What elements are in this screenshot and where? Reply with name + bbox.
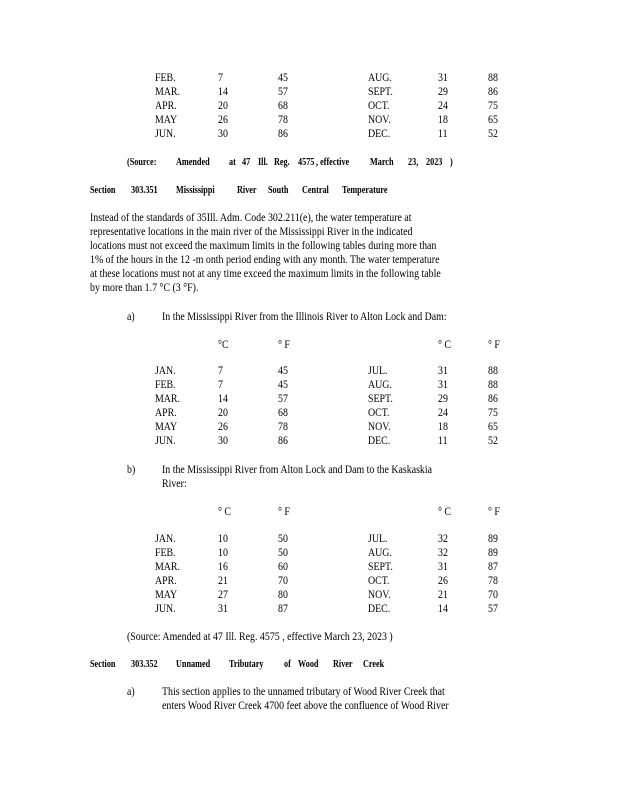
fahrenheit-cell: 86 — [278, 435, 288, 447]
celsius-cell: 20 — [218, 407, 228, 419]
month-cell: JAN. — [155, 533, 176, 545]
fahrenheit-cell: 87 — [278, 603, 288, 615]
section-title-word: Tributary — [229, 659, 264, 670]
fahrenheit-cell: 87 — [488, 561, 498, 573]
section-title-word: Temperature — [342, 185, 388, 196]
fahrenheit-cell: 65 — [488, 114, 498, 126]
fahrenheit-cell: 89 — [488, 547, 498, 559]
source-word: March — [370, 157, 394, 168]
source-word: at — [229, 157, 236, 168]
celsius-cell: 11 — [438, 128, 448, 140]
fahrenheit-cell: 52 — [488, 128, 498, 140]
month-cell: FEB. — [155, 72, 176, 84]
fahrenheit-cell: 52 — [488, 435, 498, 447]
item-text: In the Mississippi River from Alton Lock and Dam to the Kaskaskia — [162, 464, 433, 476]
celsius-cell: 20 — [218, 100, 228, 112]
fahrenheit-cell: 88 — [488, 72, 498, 84]
fahrenheit-cell: 86 — [488, 393, 498, 405]
month-cell: AUG. — [368, 72, 392, 84]
celsius-header: ° C — [438, 339, 452, 351]
month-cell: NOV. — [368, 589, 391, 601]
table-row — [0, 380, 618, 393]
celsius-cell: 14 — [438, 603, 448, 615]
fahrenheit-cell: 68 — [278, 100, 288, 112]
celsius-cell: 26 — [218, 421, 228, 433]
fahrenheit-cell: 45 — [278, 379, 288, 391]
fahrenheit-cell: 57 — [278, 393, 288, 405]
item-text: In the Mississippi River from the Illinois River to Alton Lock and Dam: — [162, 311, 447, 323]
section-title-word: River — [333, 659, 353, 670]
source-word: , effective — [316, 157, 350, 168]
source-word: Reg. — [274, 157, 290, 168]
table-row — [0, 73, 618, 86]
paragraph-line: locations must not exceed the maximum limits in the following tables during more than — [90, 240, 437, 252]
paragraph-line: 1% of the hours in the 12 -m onth period ending with any month. The water temperature — [90, 254, 440, 266]
celsius-cell: 16 — [218, 561, 228, 573]
table-row — [0, 534, 618, 547]
celsius-cell: 30 — [218, 128, 228, 140]
fahrenheit-header: ° F — [488, 506, 500, 518]
celsius-cell: 7 — [218, 379, 223, 391]
celsius-cell: 26 — [438, 575, 448, 587]
celsius-cell: 31 — [218, 603, 228, 615]
month-cell: APR. — [155, 100, 177, 112]
source-word: ) — [450, 157, 453, 168]
fahrenheit-cell: 78 — [278, 114, 288, 126]
month-cell: NOV. — [368, 421, 391, 433]
celsius-cell: 10 — [218, 533, 228, 545]
month-cell: JUN. — [155, 435, 176, 447]
celsius-header: °C — [218, 339, 229, 351]
fahrenheit-cell: 57 — [278, 86, 288, 98]
month-cell: APR. — [155, 575, 177, 587]
fahrenheit-cell: 50 — [278, 533, 288, 545]
table-row — [0, 422, 618, 435]
section-title-word: of — [284, 659, 291, 670]
fahrenheit-cell: 70 — [488, 589, 498, 601]
fahrenheit-cell: 78 — [278, 421, 288, 433]
month-cell: NOV. — [368, 114, 391, 126]
celsius-cell: 26 — [218, 114, 228, 126]
fahrenheit-cell: 86 — [488, 86, 498, 98]
month-cell: DEC. — [368, 435, 391, 447]
table-row — [0, 366, 618, 379]
source-word: 2023 — [426, 157, 443, 168]
table-row — [0, 604, 618, 617]
table-header-row — [0, 507, 618, 520]
paragraph-line: representative locations in the main river of the Mississippi River in the indicated — [90, 226, 413, 238]
fahrenheit-cell: 75 — [488, 407, 498, 419]
source-word: 47 — [242, 157, 251, 168]
source-note: (Source: Amended at 47 Ill. Reg. 4575 , effective March 23, 2023 ) — [127, 631, 393, 643]
month-cell: APR. — [155, 407, 177, 419]
item-marker: a) — [127, 686, 135, 698]
table-row — [0, 129, 618, 142]
paragraph-line: Instead of the standards of 35Ill. Adm. Code 302.211(e), the water temperature at — [90, 212, 412, 224]
section-title-word: River — [237, 185, 257, 196]
fahrenheit-cell: 68 — [278, 407, 288, 419]
item-text: This section applies to the unnamed tributary of Wood River Creek that — [162, 686, 445, 698]
month-cell: MAR. — [155, 86, 181, 98]
section-label: Section — [90, 185, 116, 196]
month-cell: FEB. — [155, 379, 176, 391]
table-row — [0, 115, 618, 128]
month-cell: MAY — [155, 114, 178, 126]
month-cell: SEPT. — [368, 561, 393, 573]
source-word: 4575 — [298, 157, 315, 168]
item-marker: b) — [127, 464, 136, 476]
section-title-word: South — [268, 185, 289, 196]
source-word: Amended — [176, 157, 210, 168]
table-row — [0, 562, 618, 575]
celsius-cell: 10 — [218, 547, 228, 559]
section-title-word: Unnamed — [176, 659, 211, 670]
celsius-cell: 32 — [438, 547, 448, 559]
celsius-cell: 21 — [218, 575, 228, 587]
month-cell: OCT. — [368, 100, 390, 112]
month-cell: JUN. — [155, 128, 176, 140]
section-number: 303.352 — [131, 659, 158, 670]
month-cell: MAY — [155, 421, 178, 433]
source-word: 23, — [408, 157, 419, 168]
fahrenheit-cell: 50 — [278, 547, 288, 559]
section-label: Section — [90, 659, 116, 670]
table-row — [0, 548, 618, 561]
fahrenheit-cell: 86 — [278, 128, 288, 140]
month-cell: SEPT. — [368, 86, 393, 98]
item-text: River: — [162, 478, 187, 490]
celsius-cell: 32 — [438, 533, 448, 545]
month-cell: DEC. — [368, 128, 391, 140]
month-cell: DEC. — [368, 603, 391, 615]
celsius-cell: 11 — [438, 435, 448, 447]
month-cell: JUL. — [368, 533, 388, 545]
fahrenheit-cell: 78 — [488, 575, 498, 587]
month-cell: AUG. — [368, 547, 392, 559]
month-cell: SEPT. — [368, 393, 393, 405]
source-label: (Source: — [127, 157, 157, 168]
fahrenheit-header: ° F — [278, 506, 290, 518]
section-title-word: Creek — [363, 659, 385, 670]
celsius-cell: 31 — [438, 72, 448, 84]
table-header-row — [0, 340, 618, 353]
paragraph-line: by more than 1.7 °C (3 °F). — [90, 282, 199, 294]
fahrenheit-cell: 80 — [278, 589, 288, 601]
celsius-cell: 30 — [218, 435, 228, 447]
celsius-cell: 31 — [438, 379, 448, 391]
item-marker: a) — [127, 311, 135, 323]
celsius-cell: 7 — [218, 365, 223, 377]
celsius-cell: 14 — [218, 393, 228, 405]
celsius-cell: 7 — [218, 72, 223, 84]
fahrenheit-cell: 45 — [278, 365, 288, 377]
fahrenheit-header: ° F — [488, 339, 500, 351]
item-text: enters Wood River Creek 4700 feet above the confluence of Wood River — [162, 700, 449, 712]
fahrenheit-cell: 70 — [278, 575, 288, 587]
celsius-header: ° C — [218, 506, 232, 518]
source-word: Ill. — [258, 157, 268, 168]
celsius-cell: 31 — [438, 365, 448, 377]
celsius-header: ° C — [438, 506, 452, 518]
fahrenheit-cell: 88 — [488, 365, 498, 377]
celsius-cell: 29 — [438, 86, 448, 98]
celsius-cell: 27 — [218, 589, 228, 601]
section-title-word: Central — [302, 185, 329, 196]
section-title-word: Wood — [298, 659, 319, 670]
month-cell: MAR. — [155, 561, 181, 573]
paragraph-line: at these locations must not at any time exceed the maximum limits in the following table — [90, 268, 441, 280]
celsius-cell: 29 — [438, 393, 448, 405]
celsius-cell: 31 — [438, 561, 448, 573]
fahrenheit-cell: 45 — [278, 72, 288, 84]
month-cell: JAN. — [155, 365, 176, 377]
celsius-cell: 21 — [438, 589, 448, 601]
fahrenheit-header: ° F — [278, 339, 290, 351]
table-row — [0, 408, 618, 421]
month-cell: JUL. — [368, 365, 388, 377]
month-cell: MAR. — [155, 393, 181, 405]
month-cell: MAY — [155, 589, 178, 601]
fahrenheit-cell: 88 — [488, 379, 498, 391]
table-row — [0, 101, 618, 114]
celsius-cell: 18 — [438, 421, 448, 433]
celsius-cell: 14 — [218, 86, 228, 98]
fahrenheit-cell: 89 — [488, 533, 498, 545]
table-row — [0, 87, 618, 100]
month-cell: OCT. — [368, 407, 390, 419]
table-row — [0, 394, 618, 407]
month-cell: JUN. — [155, 603, 176, 615]
section-number: 303.351 — [131, 185, 158, 196]
celsius-cell: 24 — [438, 407, 448, 419]
month-cell: FEB. — [155, 547, 176, 559]
fahrenheit-cell: 60 — [278, 561, 288, 573]
celsius-cell: 18 — [438, 114, 448, 126]
table-row — [0, 436, 618, 449]
celsius-cell: 24 — [438, 100, 448, 112]
table-row — [0, 576, 618, 589]
fahrenheit-cell: 57 — [488, 603, 498, 615]
month-cell: AUG. — [368, 379, 392, 391]
table-row — [0, 590, 618, 603]
section-title-word: Mississippi — [176, 185, 215, 196]
fahrenheit-cell: 75 — [488, 100, 498, 112]
fahrenheit-cell: 65 — [488, 421, 498, 433]
month-cell: OCT. — [368, 575, 390, 587]
